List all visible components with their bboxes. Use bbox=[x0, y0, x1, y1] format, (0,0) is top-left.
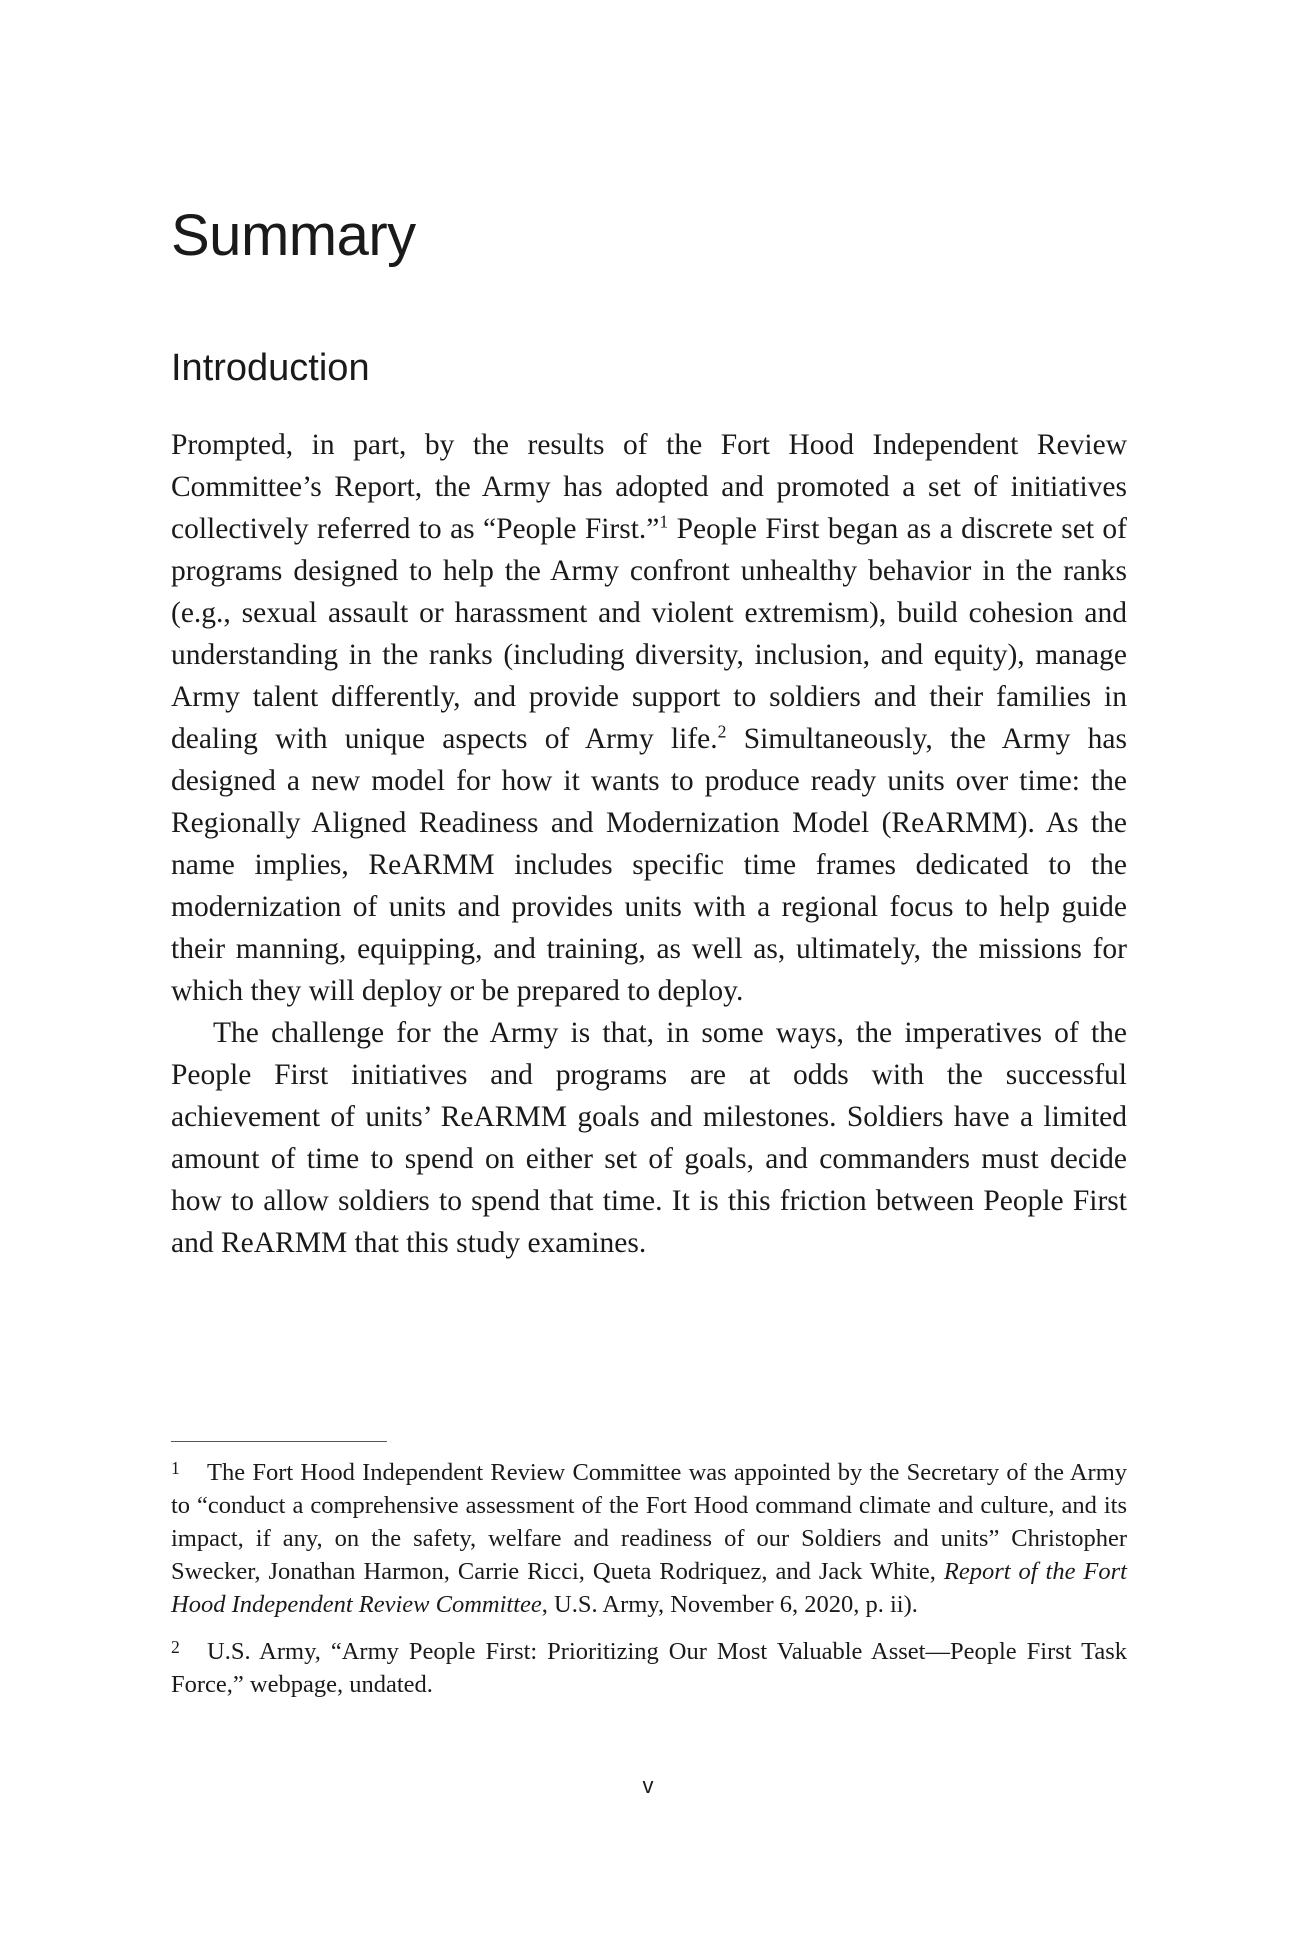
footnote-ref-1[interactable]: 1 bbox=[659, 511, 669, 532]
footnote-2-text: U.S. Army, “Army People First: Prioritizing Our Most Valuable Asset—People First Task Force,” webpage, undated. bbox=[171, 1638, 1127, 1698]
footnote-1-report-title: Report of the Fort Hood Independent Review Committee bbox=[171, 1558, 1127, 1618]
footnote-2: 2 U.S. Army, “Army People First: Prioritizing Our Most Valuable Asset—People First Task Force,” webpage, undated. bbox=[171, 1636, 1127, 1698]
footnote-divider bbox=[171, 1441, 387, 1442]
section-title: Introduction bbox=[171, 347, 370, 389]
paragraph-2: The challenge for the Army is that, in some ways, the imperatives of the People First initiatives and programs are at odds with the successful achievement of units’ ReARMM goals and milestones. Soldiers have a limited amount of time to spend on either set of goals, and commanders must decide how to allow soldiers to spend that time. It is this friction between People First and ReARMM that this study examines. bbox=[171, 1017, 1127, 1259]
footnote-1-text-b: , U.S. Army, November 6, 2020, p. ii). bbox=[541, 1591, 918, 1618]
paragraph-1-text-c: Simultaneously, the Army has designed a new model for how it wants to produce ready units over time: the Regionally Aligned Readiness and Modernization Model (ReARMM). As the name implies, ReARMM includes specific time frames dedicated to the modernization of units and provides units with a regional focus to help guide their manning, equipping, and training, as well as, ultimately, the missions for which they will deploy or be prepared to deploy. bbox=[171, 723, 1127, 1007]
page-number: v bbox=[642, 1773, 654, 1798]
footnote-ref-2[interactable]: 2 bbox=[717, 721, 727, 742]
footnotes bbox=[171, 1456, 1127, 1715]
footnote-1: 1 The Fort Hood Independent Review Committee was appointed by the Secretary of the Army to “conduct a comprehensive assessment of the Fort Hood command climate and culture, and its impact, if any, on the safety, welfare and readiness of our Soldiers and units” Christopher Swecker, Jonathan Harmon, Carrie Ricci, Queta Rodriquez, and Jack White, Report of the Fort Hood Independent Review Committee, U.S. Army, November 6, 2020, p. ii). bbox=[171, 1457, 1127, 1618]
paragraph-1 bbox=[171, 424, 1127, 1012]
chapter-title: Summary bbox=[171, 203, 416, 268]
paragraph-1-text-a: Prompted, in part, by the results of the Fort Hood Independent Review Committee’s Report, the Army has adopted and promoted a set of initiatives collectively referred to as “People First.” bbox=[171, 429, 1127, 545]
paragraph-1-text-b: People First began as a discrete set of programs designed to help the Army confront unhealthy behavior in the ranks (e.g., sexual assault or harassment and violent extremism), build cohesion and understanding in the ranks (including diversity, inclusion, and equity), manage Army talent differently, and provide support to soldiers and their families in dealing with unique aspects of Army life. bbox=[171, 513, 1127, 755]
body-text bbox=[171, 424, 1127, 1264]
footnote-1-text-a: The Fort Hood Independent Review Committee was appointed by the Secretary of the Army to “conduct a comprehensive assessment of the Fort Hood command climate and culture, and its impact, if any, on the safety, welfare and readiness of our Soldiers and units” Christopher Swecker, Jonathan Harmon, Carrie Ricci, Queta Rodriquez, and Jack White, bbox=[171, 1459, 1127, 1585]
